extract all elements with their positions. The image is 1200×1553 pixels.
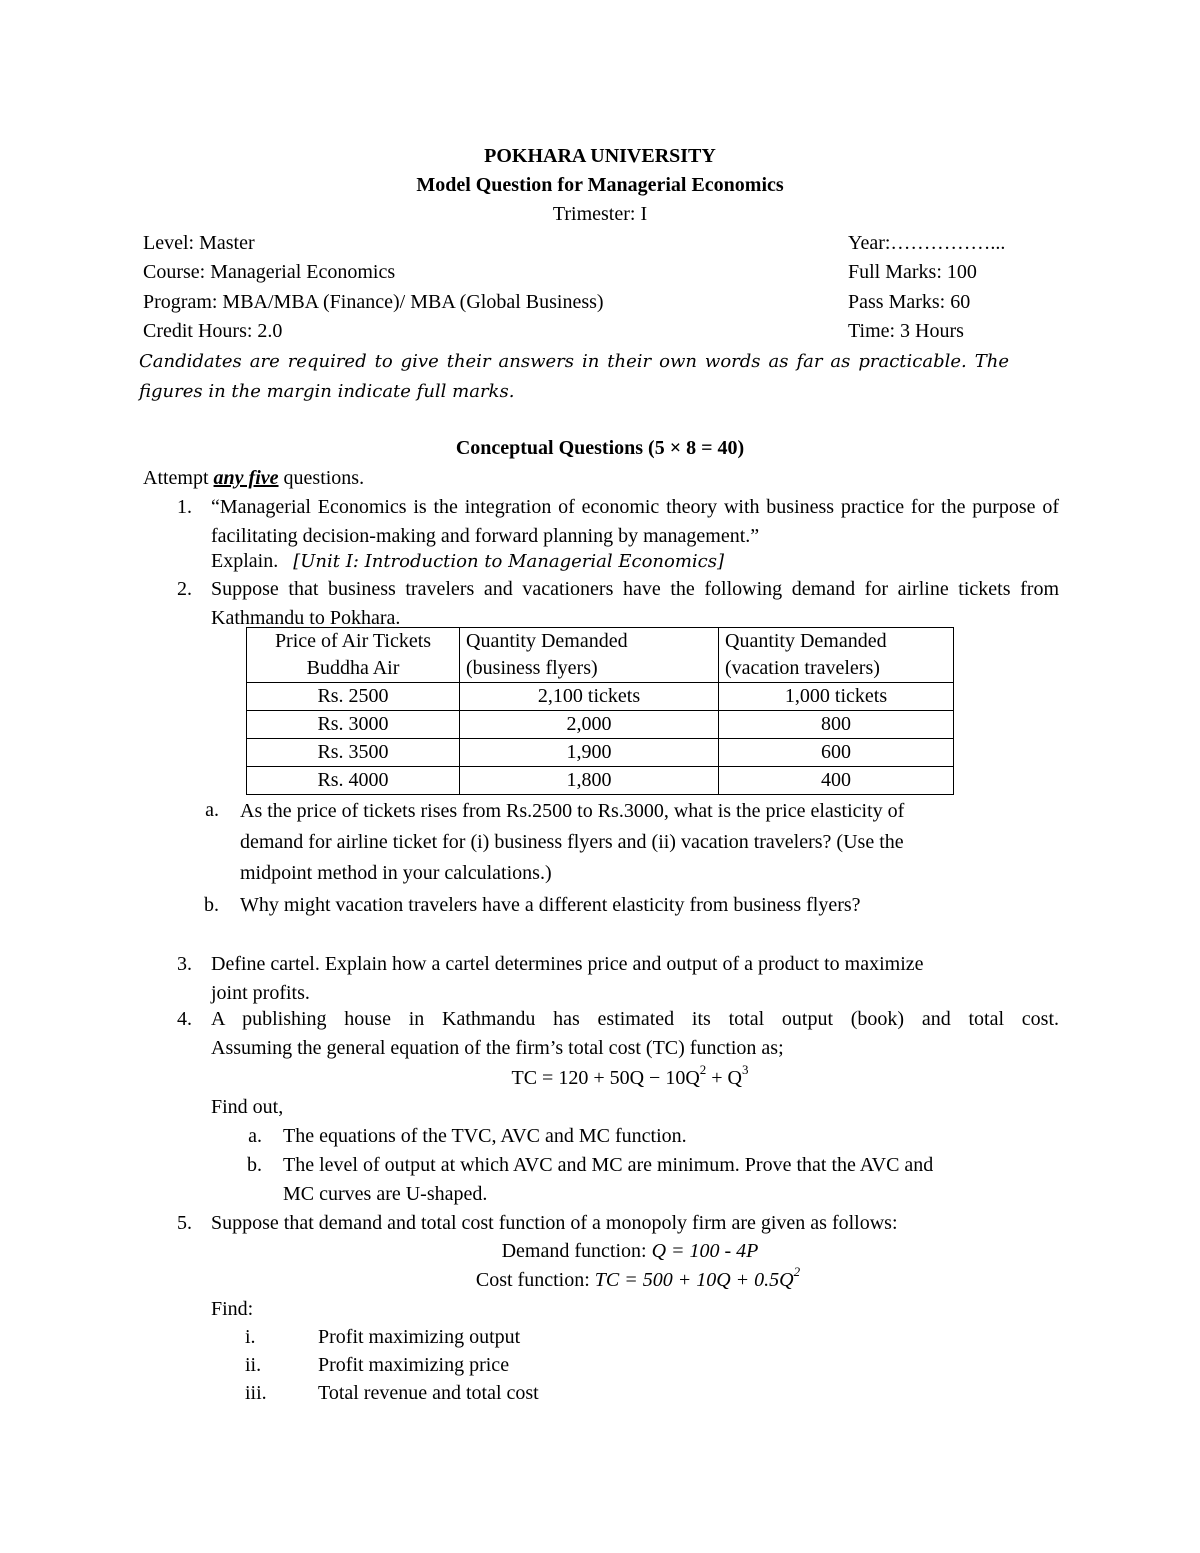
q4-eq-sup2: 3 <box>742 1062 749 1078</box>
q4-eq-sup1: 2 <box>699 1062 707 1078</box>
q5-demand-eq: Q = 100 - 4P <box>651 1240 759 1262</box>
q2a-text <box>240 796 904 889</box>
q5-demand-function <box>0 1237 1200 1266</box>
time: Time: 3 Hours <box>848 320 964 342</box>
q5-item-label: i. <box>245 1326 256 1348</box>
q4b-line1: The level of output at which AVC and MC are minimum. Prove that the AVC and <box>283 1154 934 1176</box>
q5-item-text: Total revenue and total cost <box>318 1382 539 1404</box>
course: Course: Managerial Economics <box>143 261 396 283</box>
info-row-level <box>143 229 1063 258</box>
header-business-line2: (business flyers) <box>466 657 598 679</box>
q2b-label: b. <box>204 894 219 916</box>
q2-text: Suppose that business travelers and vacationers have the following demand for airline tickets from Kathmandu to Pokhara. <box>211 578 1059 629</box>
table-header-business <box>460 628 719 683</box>
q5-cost-function <box>0 1266 1200 1295</box>
q2-number: 2. <box>177 578 192 600</box>
info-row-program <box>143 288 1063 317</box>
q4-line1: A publishing house in Kathmandu has estimated its total output (book) and total cost. <box>211 1008 1059 1030</box>
q5-item-text: Profit maximizing price <box>318 1354 510 1376</box>
table-row <box>247 767 954 795</box>
q4-number: 4. <box>177 1008 192 1030</box>
q5-find: Find: <box>211 1298 254 1320</box>
q3-line1: Define cartel. Explain how a cartel determines price and output of a product to maximize <box>211 953 924 975</box>
table-cell: Rs. 4000 <box>247 767 460 795</box>
attempt-line <box>143 464 364 493</box>
q2b-text: Why might vacation travelers have a different elasticity from business flyers? <box>240 894 861 916</box>
q5-item-label: iii. <box>245 1382 267 1404</box>
q4b-text <box>283 1151 1059 1209</box>
trimester: Trimester: I <box>552 203 648 225</box>
q5-cost-prefix: Cost function: <box>475 1269 595 1291</box>
section-title: Conceptual Questions (5 × 8 = 40) <box>455 437 745 459</box>
table-cell: 2,100 tickets <box>460 683 719 711</box>
q4-equation <box>0 1064 1200 1093</box>
q4-eq-tail: + Q <box>706 1067 742 1089</box>
header-price-line1: Price of Air Tickets <box>274 630 432 652</box>
pass-marks: Pass Marks: 60 <box>848 291 971 313</box>
q3-number: 3. <box>177 953 192 975</box>
table-cell: Rs. 2500 <box>247 683 460 711</box>
q5-item-text: Profit maximizing output <box>318 1326 521 1348</box>
q5-item-label: ii. <box>245 1354 262 1376</box>
q4-line2: Assuming the general equation of the firm’s total cost (TC) function as; <box>211 1037 784 1059</box>
credit-hours: Credit Hours: 2.0 <box>143 320 283 342</box>
q2a-line2: demand for airline ticket for (i) business flyers and (ii) vacation travelers? (Use the <box>240 831 904 853</box>
q4-eq-main: TC = 120 + 50Q − 10Q <box>511 1067 700 1089</box>
q2a-line3: midpoint method in your calculations.) <box>240 862 552 884</box>
table-cell: Rs. 3500 <box>247 739 460 767</box>
info-row-credit <box>143 317 1063 346</box>
exam-title: Model Question for Managerial Economics <box>416 174 784 196</box>
university-name: POKHARA UNIVERSITY <box>484 145 716 167</box>
q1-text: “Managerial Economics is the integration of economic theory with business practice for the purpose of facilitating decision-making and forward planning by management.” <box>211 496 1059 547</box>
table-cell: 1,000 tickets <box>719 683 954 711</box>
q1-number: 1. <box>177 496 192 518</box>
q1-explain: Explain. <box>211 550 279 572</box>
table-cell: 2,000 <box>460 711 719 739</box>
table-row <box>247 739 954 767</box>
q4-text <box>211 1005 1059 1063</box>
attempt-suffix: questions. <box>278 467 365 489</box>
q5-demand-prefix: Demand function: <box>501 1240 652 1262</box>
table-cell: 400 <box>719 767 954 795</box>
q4a-text: The equations of the TVC, AVC and MC function. <box>283 1125 687 1147</box>
header-vacation-line1: Quantity Demanded <box>725 630 887 652</box>
table-header-row <box>247 628 954 683</box>
table-row <box>247 683 954 711</box>
full-marks: Full Marks: 100 <box>848 261 977 283</box>
q3-text <box>211 950 924 1008</box>
info-row-course <box>143 258 1063 287</box>
q5-cost-eq: TC = 500 + 10Q + 0.5Q <box>594 1269 794 1291</box>
q2a-line1: As the price of tickets rises from Rs.2500 to Rs.3000, what is the price elasticity of <box>240 800 905 822</box>
q4-find: Find out, <box>211 1096 284 1118</box>
header-vacation-line2: (vacation travelers) <box>725 657 880 679</box>
header-business-line1: Quantity Demanded <box>466 630 628 652</box>
q1-explain-line <box>211 547 724 576</box>
attempt-emphasis: any five <box>213 467 279 489</box>
table-cell: 800 <box>719 711 954 739</box>
q1-unit: [Unit I: Introduction to Managerial Economics] <box>293 551 725 572</box>
q4b-label: b. <box>247 1154 262 1176</box>
table-header-price <box>247 628 460 683</box>
q5-number: 5. <box>177 1212 192 1234</box>
header-price-line2: Buddha Air <box>306 657 400 679</box>
table-cell: 600 <box>719 739 954 767</box>
attempt-prefix: Attempt <box>143 467 214 489</box>
q2a-label: a. <box>205 799 219 821</box>
table-cell: 1,900 <box>460 739 719 767</box>
table-header-vacation <box>719 628 954 683</box>
program: Program: MBA/MBA (Finance)/ MBA (Global Business) <box>143 291 604 313</box>
q4b-line2: MC curves are U-shaped. <box>283 1183 488 1205</box>
demand-table <box>246 627 954 795</box>
table-row <box>247 711 954 739</box>
q4a-label: a. <box>248 1125 262 1147</box>
q5-cost-sup: 2 <box>793 1264 801 1280</box>
q3-line2: joint profits. <box>211 982 310 1004</box>
q5-text: Suppose that demand and total cost function of a monopoly firm are given as follows: <box>211 1212 898 1234</box>
year: Year:……………... <box>848 232 1006 254</box>
instructions: Candidates are required to give their answers in their own words as far as practicable. The figures in the margin indicate full marks. <box>139 351 1009 402</box>
table-cell: 1,800 <box>460 767 719 795</box>
table-cell: Rs. 3000 <box>247 711 460 739</box>
level: Level: Master <box>143 232 255 254</box>
